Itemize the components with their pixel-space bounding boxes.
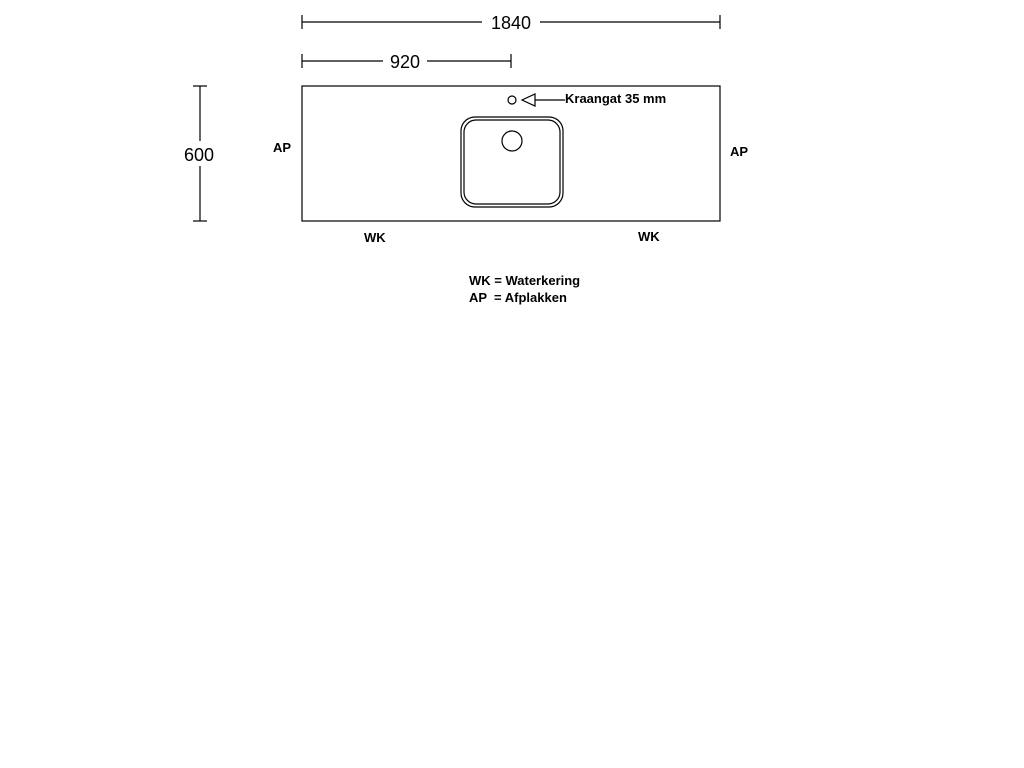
- tap-hole-label: Kraangat 35 mm: [565, 91, 667, 106]
- wk-left-label: WK: [364, 230, 386, 245]
- drain-icon: [502, 131, 522, 151]
- countertop-outline: [302, 86, 720, 221]
- dimension-tap-offset: [302, 52, 511, 72]
- sink-inner: [464, 120, 560, 204]
- dimension-tap-offset-label: 920: [389, 52, 421, 72]
- ap-left-label: AP: [273, 140, 292, 155]
- dimension-total-width: [302, 13, 720, 33]
- dimension-total-width-label: 1840: [490, 13, 532, 33]
- ap-right-label: AP: [730, 144, 749, 159]
- wk-right-label: WK: [638, 229, 660, 244]
- tap-hole-icon: [508, 96, 516, 104]
- legend-wk: WK = Waterkering: [469, 273, 581, 288]
- dimension-depth-label: 600: [183, 145, 215, 165]
- legend-ap: AP = Afplakken: [469, 290, 567, 305]
- dimension-depth: [184, 86, 214, 221]
- arrow-left-icon: [522, 94, 535, 106]
